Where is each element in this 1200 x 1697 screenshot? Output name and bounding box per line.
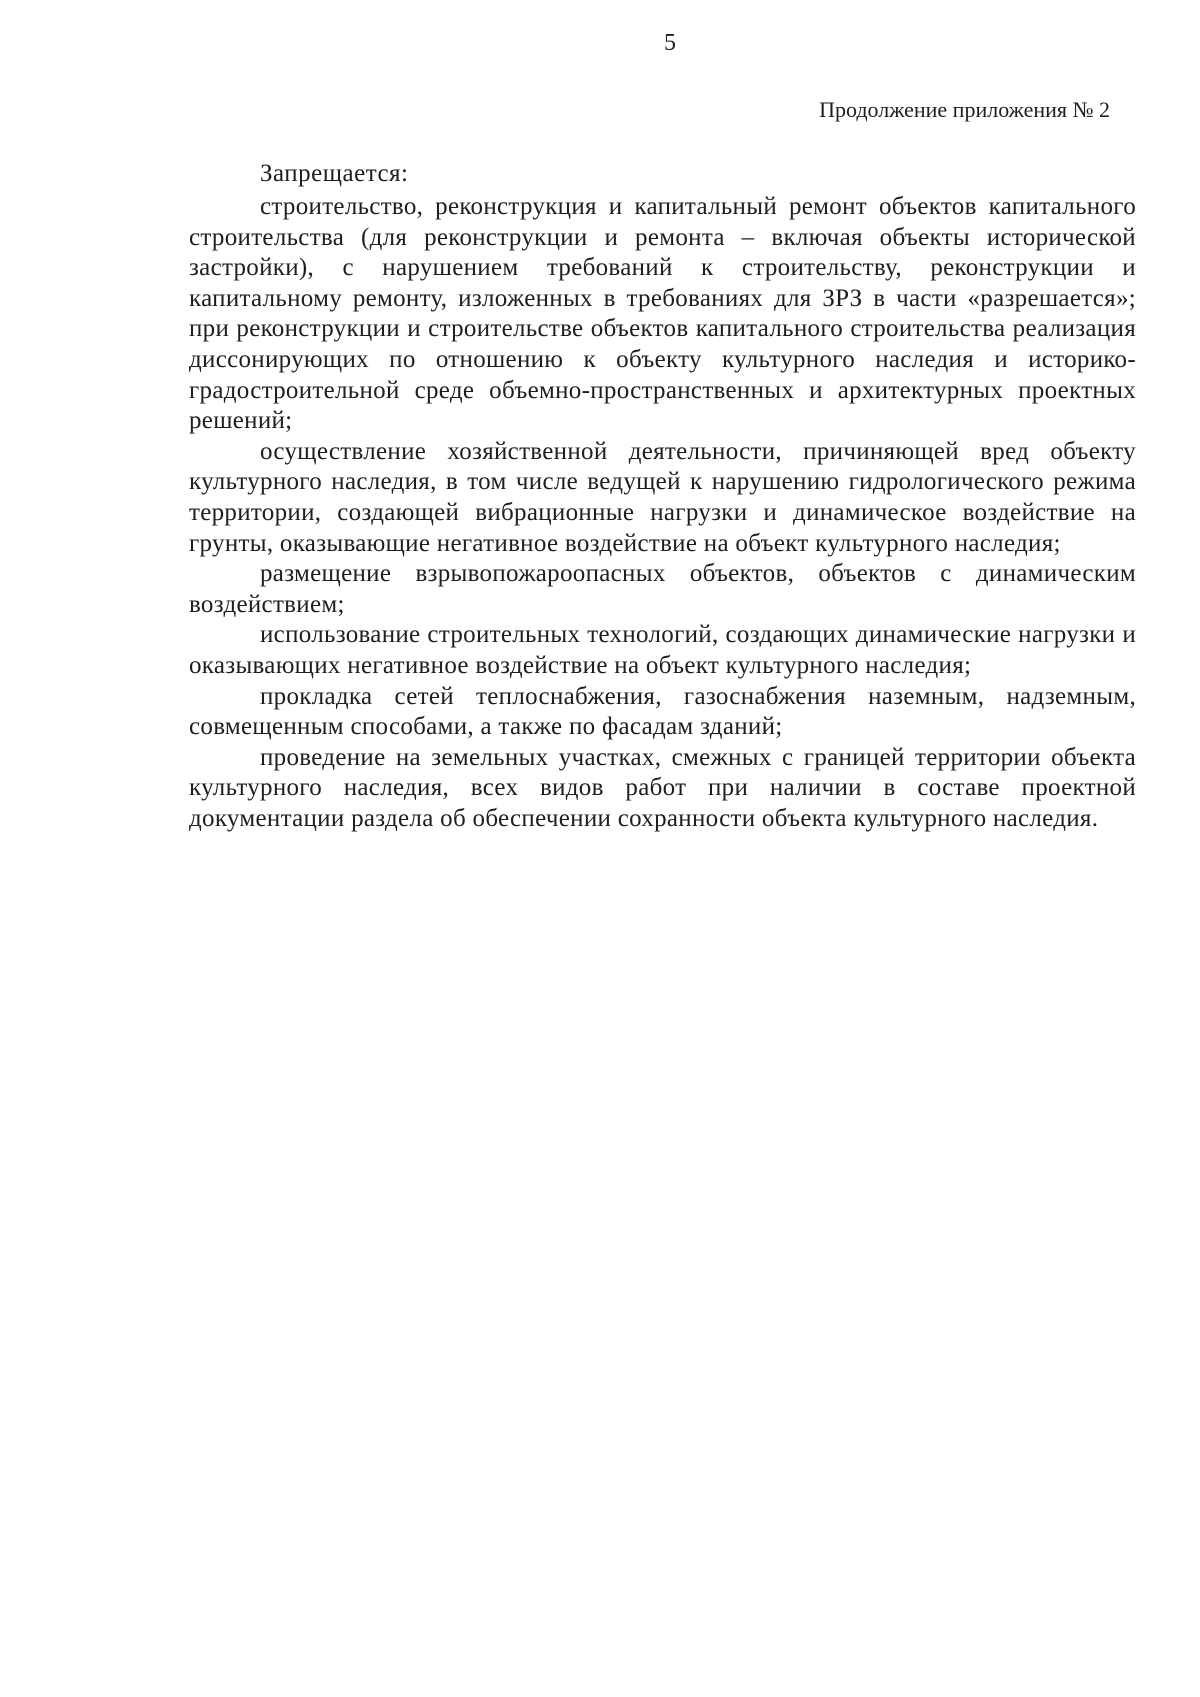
prohibitions-list xyxy=(189,192,1136,834)
prohibition-adjacent-works: проведение на земельных участках, смежных с границей территории объекта культурного наследия, всех видов работ при наличии в составе проектной документации раздела об обеспечении сохранности объекта культурного наследия. xyxy=(189,743,1136,832)
prohibition-utility-networks: прокладка сетей теплоснабжения, газоснабжения наземным, надземным, совмещенным способами, а также по фасадам зданий; xyxy=(189,682,1136,741)
prohibition-hazardous-objects: размещение взрывопожароопасных объектов, объектов с динамическим воздействием; xyxy=(189,560,1136,618)
page-number: 5 xyxy=(664,30,676,56)
prohibition-construction-technologies: использование строительных технологий, создающих динамические нагрузки и оказывающих негативное воздействие на объект культурного наследия; xyxy=(189,621,1136,679)
prohibitions-heading: Запрещается: xyxy=(260,160,409,187)
appendix-continuation-note: Продолжение приложения № 2 xyxy=(819,97,1110,122)
prohibition-construction: строительство, реконструкция и капитальный ремонт объектов капитального строительства (для реконструкции и ремонта – включая объекты исторической застройки), с нарушением требований к строительству, реконструкции и капитальному ремонту, изложенных в требованиях для ЗРЗ в части «разрешается»; при реконструкции и строительстве объектов капитального строительства реализация диссонирующих по отношению к объекту культурного наследия и историко-градостроительной среде объемно-пространственных и архитектурных проектных решений; xyxy=(189,193,1136,435)
prohibition-economic-activity: осуществление хозяйственной деятельности, причиняющей вред объекту культурного наследия, в том числе ведущей к нарушению гидрологического режима территории, создающей вибрационные нагрузки и динамическое воздействие на грунты, оказывающие негативное воздействие на объект культурного наследия; xyxy=(189,437,1136,557)
